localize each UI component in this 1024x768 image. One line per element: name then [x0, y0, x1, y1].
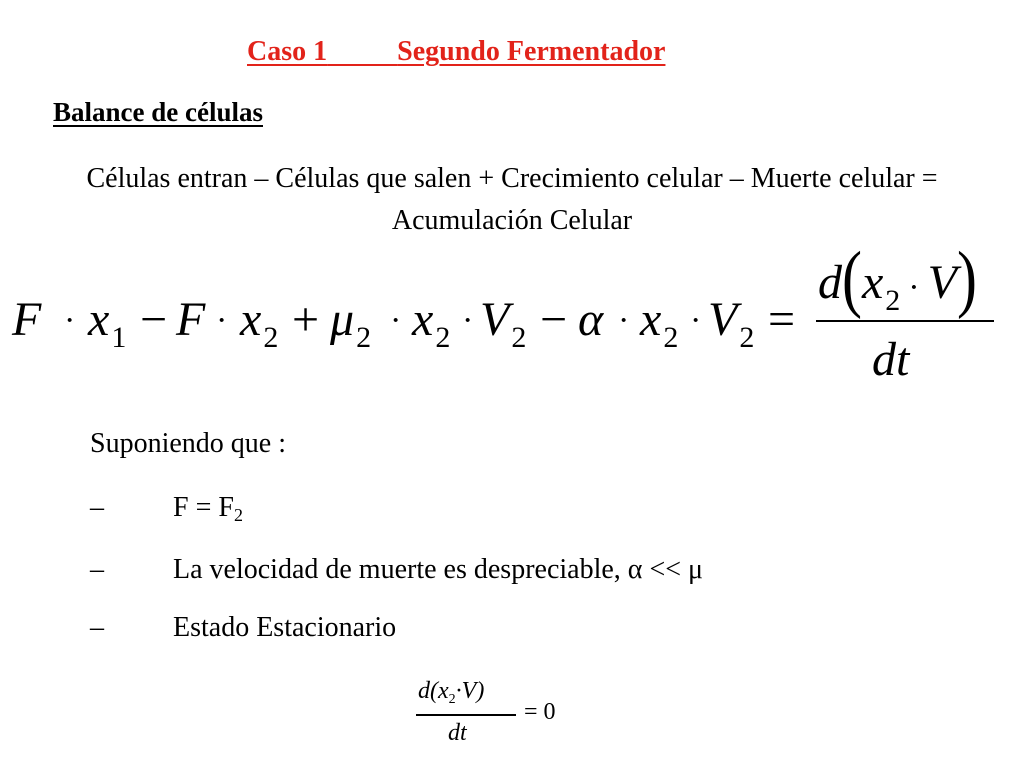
- bullet-dash-1: –: [90, 492, 104, 523]
- steady-denominator: dt: [448, 720, 467, 746]
- steady-state-equation: [400, 672, 580, 752]
- eq-dot-6: ·: [690, 302, 702, 339]
- section-heading: Balance de células: [53, 97, 263, 127]
- assumption-death-rate: La velocidad de muerte es despreciable, α << μ: [173, 554, 704, 585]
- eq-dot-1: ·: [64, 302, 76, 339]
- assumption-flow-equal: $F = F_2$: [173, 492, 243, 525]
- eq-denominator: dt: [872, 333, 910, 386]
- eq-dot-2: ·: [216, 302, 228, 339]
- main-equation: [0, 236, 1024, 410]
- eq-fraction-bar: [816, 320, 994, 322]
- assumptions-intro: Suponiendo que :: [90, 428, 286, 459]
- bullet-dash-2: –: [90, 554, 104, 585]
- slide-title: [247, 36, 665, 68]
- eq-dot-4: ·: [462, 302, 474, 339]
- eq-term-x2c: $x_2$: [640, 293, 679, 354]
- eq-equals: =: [768, 293, 796, 346]
- eq-minus-1: −: [140, 293, 168, 346]
- steady-fraction-bar: [416, 714, 516, 716]
- steady-equals-zero: = 0: [524, 699, 556, 725]
- bullet-dash-3: –: [90, 612, 104, 643]
- eq-term-F1: F: [12, 293, 42, 346]
- eq-numerator: $d(x_2 \cdot V)$: [818, 236, 977, 320]
- assumption-steady-state: Estado Estacionario: [173, 612, 397, 643]
- eq-term-x1: $x_1$: [88, 293, 127, 354]
- eq-term-F2: F: [176, 293, 206, 346]
- title-subject: Segundo Fermentador: [397, 36, 666, 67]
- eq-term-mu2: $\mu_2$: [330, 293, 372, 354]
- eq-term-x2a: $x_2$: [240, 293, 279, 354]
- title-case: Caso 1: [247, 36, 328, 67]
- eq-minus-2: −: [540, 293, 568, 346]
- eq-plus: +: [292, 293, 320, 346]
- eq-term-alpha: α: [578, 293, 604, 346]
- steady-numerator: $d(x_2\cdot V)$: [418, 678, 485, 707]
- title-spacer: [327, 36, 397, 67]
- eq-dot-3: ·: [390, 302, 402, 339]
- eq-dot-5: ·: [618, 302, 630, 339]
- eq-term-V2a: $V_2$: [480, 293, 527, 354]
- eq-term-x2b: $x_2$: [412, 293, 451, 354]
- eq-term-V2b: $V_2$: [708, 293, 755, 354]
- balance-statement: Células entran – Células que salen + Crecimiento celular – Muerte celular = Acumulación Celular: [86, 163, 938, 236]
